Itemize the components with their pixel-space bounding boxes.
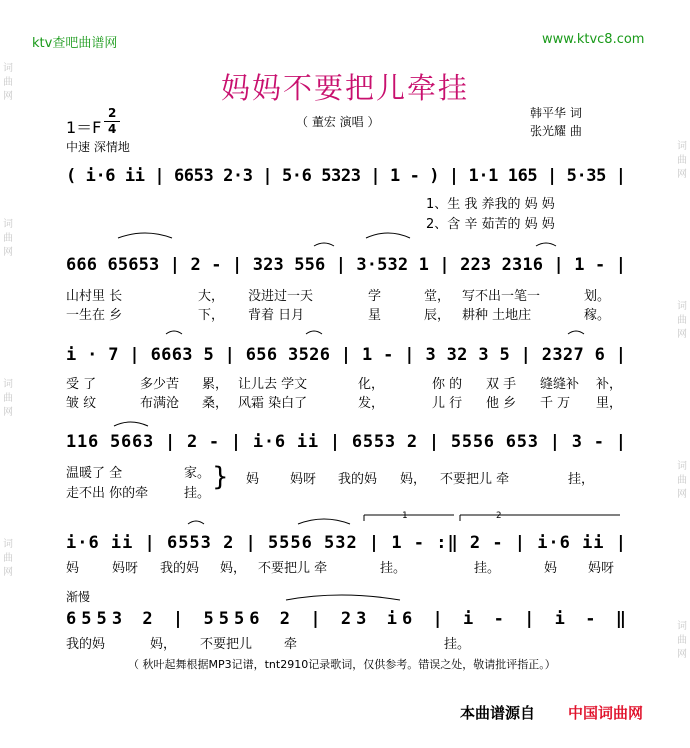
lyric: 妈呀 — [112, 561, 139, 576]
time-signature-top: 2 — [108, 106, 117, 120]
lyric: 我的妈 — [160, 561, 200, 576]
watermark-left-3: 词曲网 — [3, 379, 13, 418]
lyric: 妈 — [66, 561, 80, 576]
lyric: 妈呀 — [290, 472, 317, 487]
lyric: 双 手 — [486, 377, 517, 392]
source-site-left: ktv查吧曲谱网 — [32, 36, 118, 51]
lyric: 妈 — [246, 472, 260, 487]
lyric: 千 万 — [540, 396, 571, 411]
lyric: 下， — [198, 308, 225, 323]
notation-row-2: 666 65653 | 2 - | 323 556 | 3·532 1 | 223 2316 | 1 - | — [66, 255, 626, 275]
key-signature: 1＝F — [66, 118, 102, 137]
lyric: 没进过一天 — [248, 289, 314, 304]
lyric: 不要把儿 牵 — [258, 561, 328, 576]
lyric: 背着 日月 — [248, 308, 305, 323]
watermark-right-4: 词曲网 — [677, 621, 687, 660]
lyric: 挂， — [568, 472, 595, 487]
lyric: 桑， — [202, 396, 229, 411]
ritardando-marking: 渐慢 — [66, 590, 91, 604]
lyric: 辰， — [424, 308, 451, 323]
volta-1-label: 1 — [402, 511, 408, 521]
lyric: 累， — [202, 377, 229, 392]
lyric: 皱 纹 — [66, 396, 97, 411]
source-site-right: www.ktvc8.com — [542, 32, 645, 47]
lyric: 大， — [198, 289, 225, 304]
lyric: 发， — [358, 396, 385, 411]
notation-row-3: i · 7 | 6663 5 | 656 3526 | 1 - | 3 32 3 5 | 2327 6 | — [66, 345, 626, 365]
notation-row-1: ( i·6 ii | 6653 2·3 | 5·6 5323 | 1 - ) | 1·1 165 | 5·35 | — [66, 166, 626, 186]
lyric: 让儿去 学文 — [238, 377, 308, 392]
song-title: 妈妈不要把儿牵挂 — [220, 71, 469, 105]
lyric: 妈， — [400, 472, 427, 487]
transcription-note: （ 秋叶起舞根据MP3记谱，tnt2910记录歌词，仅供参考。错误之处，敬请批评指正。） — [128, 658, 556, 671]
lyric: 挂。 — [184, 486, 211, 501]
lyric: 星 — [368, 308, 382, 323]
verse1-intro-lyric: 1、生 我 养我的 妈 妈 — [426, 197, 555, 212]
watermark-right-1: 词曲网 — [677, 141, 687, 180]
lyric: 山村里 长 — [66, 289, 123, 304]
lyricist-credit: 韩平华 词 — [530, 106, 582, 120]
lyric: 化， — [358, 377, 385, 392]
volta-brackets — [364, 511, 620, 521]
watermark-right-3: 词曲网 — [677, 461, 687, 500]
lyric: 风霜 染白了 — [238, 396, 308, 411]
time-signature-bottom: 4 — [108, 122, 117, 136]
notation-row-6: 6553 2 | 5556 2 | 23 i6 | i - | i - ‖ — [66, 609, 626, 629]
watermark-left-1: 词曲网 — [3, 63, 13, 102]
lyric: 他 乡 — [486, 396, 517, 411]
notation-row-5: i·6 ii | 6553 2 | 5556 532 | 1 - :‖ 2 - | i·6 ii | — [66, 533, 626, 553]
lyric: 耕种 土地庄 — [462, 308, 532, 323]
lyric: 妈呀 — [588, 561, 615, 576]
lyric: 你 的 — [432, 377, 463, 392]
lyric: 妈 — [544, 561, 558, 576]
lyric: 挂。 — [474, 561, 501, 576]
watermark-left-4: 词曲网 — [3, 539, 13, 578]
lyric: 不要把儿 牵 — [440, 472, 510, 487]
singer-credit: （ 董宏 演唱 ） — [296, 115, 380, 129]
tempo-marking: 中速 深情地 — [66, 140, 130, 154]
watermark-right-2: 词曲网 — [677, 301, 687, 340]
lyric: 一生在 乡 — [66, 308, 123, 323]
lyric: 挂。 — [444, 637, 471, 652]
footer-site-name: 中国词曲网 — [568, 704, 644, 722]
lyric: 写不出一笔一 — [462, 289, 541, 304]
watermark-left-2: 词曲网 — [3, 219, 13, 258]
lyric: 家。 — [184, 466, 211, 481]
volta-2-label: 2 — [496, 511, 502, 521]
lyric: 缝缝补 — [540, 377, 580, 392]
lyric: 温暖了 全 — [66, 466, 123, 481]
lyric: 布满沧 — [140, 396, 180, 411]
lyric: 稼。 — [584, 308, 611, 323]
lyric: 划。 — [584, 289, 611, 304]
lyric: 我的妈 — [338, 472, 378, 487]
lyric: 堂， — [424, 289, 451, 304]
lyric: 里， — [596, 396, 623, 411]
lyric: 妈， — [220, 561, 247, 576]
lyric: 挂。 — [380, 561, 407, 576]
lyric: 走不出 你的牵 — [66, 486, 149, 501]
notation-row-4: 116 5663 | 2 - | i·6 ii | 6553 2 | 5556 653 | 3 - | — [66, 432, 626, 452]
composer-credit: 张光耀 曲 — [530, 124, 582, 138]
lyric: 补， — [596, 377, 623, 392]
lyric: 多少苦 — [140, 377, 180, 392]
footer-source-label: 本曲谱源自 — [460, 704, 536, 722]
lyric: 牵 — [284, 637, 298, 652]
lyric: 我的妈 — [66, 637, 106, 652]
verse-merge-brace: } — [212, 462, 229, 492]
verse2-intro-lyric: 2、含 辛 茹苦的 妈 妈 — [426, 217, 555, 232]
lyric: 儿 行 — [432, 396, 463, 411]
lyric: 不要把儿 — [200, 637, 253, 652]
lyric: 受 了 — [66, 377, 97, 392]
lyric: 学 — [368, 289, 382, 304]
lyric: 妈， — [150, 637, 177, 652]
